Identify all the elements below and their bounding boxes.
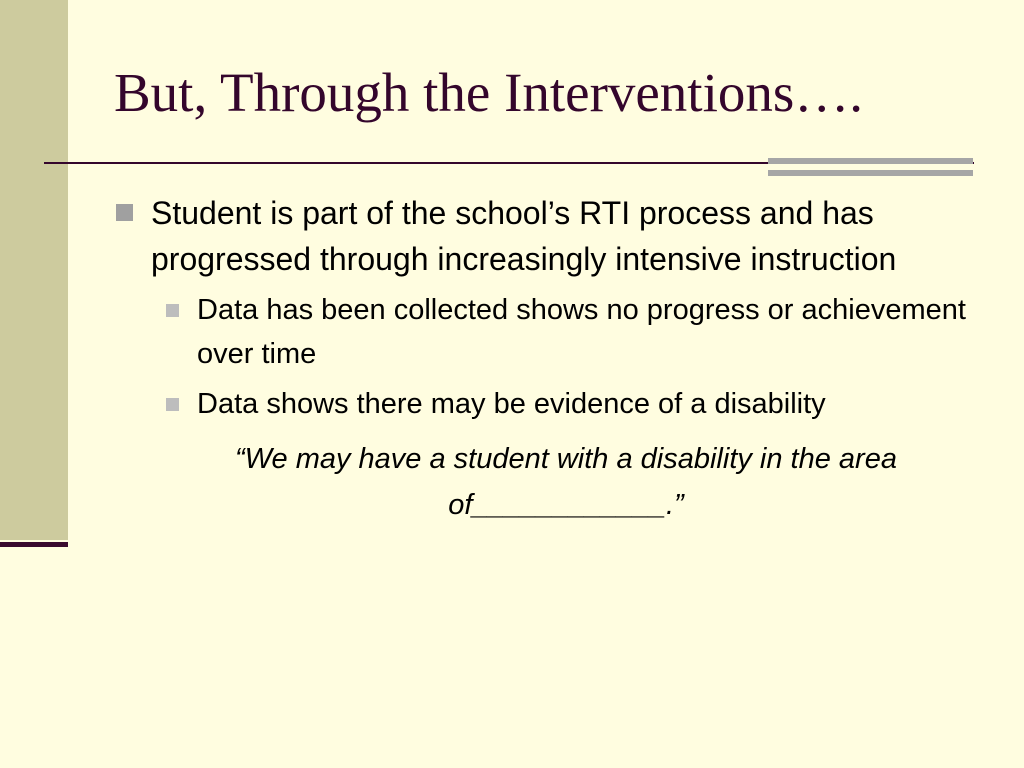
accent-stripe-top [768,158,973,164]
slide-title: But, Through the Interventions…. [114,62,864,123]
bullet-item [116,190,976,282]
quote-text: “We may have a student with a disability in the area of____________.” [235,443,897,521]
accent-stripe-bottom [768,170,973,176]
slide-body [116,190,976,528]
square-bullet-icon [116,204,133,221]
square-bullet-icon [166,398,179,411]
sub-bullet-item [166,288,976,376]
sub-bullet-text: Data has been collected shows no progress or achievement over time [197,294,966,370]
left-accent-line [0,542,68,547]
square-bullet-icon [166,304,179,317]
sub-bullet-text: Data shows there may be evidence of a disability [197,388,826,420]
left-decorative-bar [0,0,68,540]
title-accent-stripes [768,158,973,178]
bullet-text: Student is part of the school’s RTI process and has progressed through increasingly intensive instruction [151,195,897,277]
sub-bullet-item [166,382,976,426]
